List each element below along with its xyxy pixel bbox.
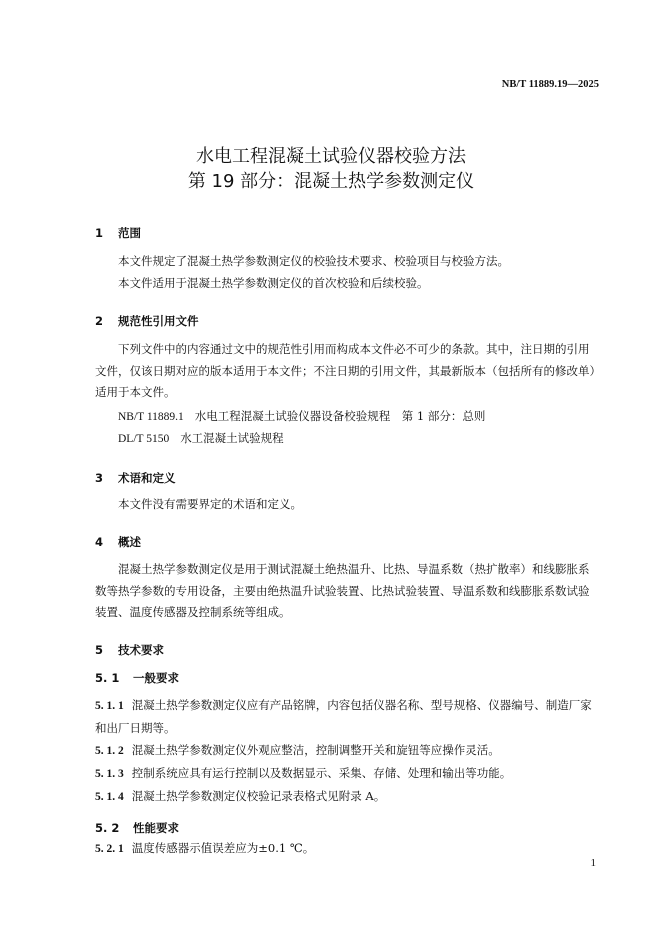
subsection-number: 5. 1 bbox=[95, 671, 120, 685]
page-number: 1 bbox=[590, 857, 596, 869]
document-title-line1: 水电工程混凝土试验仪器校验方法 bbox=[196, 146, 466, 167]
section-4-heading bbox=[95, 534, 141, 550]
normative-reference bbox=[118, 430, 284, 446]
subsection-5-2-heading bbox=[95, 820, 179, 836]
clause-number: 5. 1. 2 bbox=[95, 745, 124, 757]
reference-code: NB/T 11889.1 bbox=[118, 411, 184, 423]
clause-text: 混凝土热学参数测定仪校验记录表格式见附录 A。 bbox=[131, 789, 386, 803]
subsection-title: 性能要求 bbox=[133, 821, 179, 835]
clause-text: 混凝土热学参数测定仪外观应整洁，控制调整开关和旋钮等应操作灵活。 bbox=[131, 743, 500, 757]
document-title-line2: 第 19 部分：混凝土热学参数测定仪 bbox=[187, 171, 475, 192]
clause-5-1-3 bbox=[95, 763, 600, 786]
section-2-paragraph-1: 下列文件中的内容通过文中的规范性引用而构成本文件必不可少的条款。其中，注日期的引用文件，仅该日期对应的版本适用于本文件；不注日期的引用文件，其最新版本（包括所有的修改单）适用于本文件。 bbox=[95, 342, 596, 399]
clause-text: 混凝土热学参数测定仪应有产品铭牌，内容包括仪器名称、型号规格、仪器编号、制造厂家和出厂日期等。 bbox=[95, 698, 592, 735]
section-number: 4 bbox=[95, 535, 104, 549]
section-4-paragraph-1: 混凝土热学参数测定仪是用于测试混凝土绝热温升、比热、导温系数（热扩散率）和线膨胀系数等热学参数的专用设备，主要由绝热温升试验装置、比热试验装置、导温系数和线膨胀系数试验装置、温度传感器及控制系统等组成。 bbox=[95, 562, 590, 619]
clause-5-1-1 bbox=[95, 695, 600, 739]
section-1-paragraph-2: 本文件适用于混凝土热学参数测定仪的首次校验和后续校验。 bbox=[118, 276, 429, 290]
section-number: 5 bbox=[95, 643, 104, 657]
clause-5-1-2 bbox=[95, 740, 600, 763]
reference-title: 水工混凝土试验规程 bbox=[180, 431, 284, 445]
section-number: 1 bbox=[95, 226, 104, 240]
section-title: 术语和定义 bbox=[118, 471, 176, 485]
clause-number: 5. 1. 4 bbox=[95, 791, 124, 803]
subsection-5-1-heading bbox=[95, 670, 179, 686]
normative-reference bbox=[118, 408, 485, 424]
clause-5-2-1 bbox=[95, 838, 600, 861]
section-title: 技术要求 bbox=[118, 643, 164, 657]
section-number: 3 bbox=[95, 471, 104, 485]
section-1-heading bbox=[95, 225, 141, 241]
reference-code: DL/T 5150 bbox=[118, 433, 170, 445]
section-3-paragraph-1: 本文件没有需要界定的术语和定义。 bbox=[118, 497, 302, 511]
subsection-title: 一般要求 bbox=[133, 671, 179, 685]
clause-text: 温度传感器示值误差应为±0.1 ℃。 bbox=[131, 841, 315, 855]
clause-5-1-4 bbox=[95, 786, 600, 809]
clause-text: 控制系统应具有运行控制以及数据显示、采集、存储、处理和输出等功能。 bbox=[131, 766, 512, 780]
standard-number: NB/T 11889.19—2025 bbox=[501, 79, 599, 90]
section-5-heading bbox=[95, 642, 164, 658]
subsection-number: 5. 2 bbox=[95, 821, 120, 835]
section-number: 2 bbox=[95, 314, 104, 328]
section-3-heading bbox=[95, 470, 176, 486]
section-title: 概述 bbox=[118, 535, 141, 549]
section-1-paragraph-1: 本文件规定了混凝土热学参数测定仪的校验技术要求、校验项目与校验方法。 bbox=[118, 254, 509, 268]
clause-number: 5. 2. 1 bbox=[95, 843, 124, 855]
section-2-heading bbox=[95, 313, 199, 329]
clause-number: 5. 1. 1 bbox=[95, 700, 124, 712]
reference-title: 水电工程混凝土试验仪器设备校验规程 第 1 部分：总则 bbox=[194, 409, 486, 423]
section-title: 范围 bbox=[118, 226, 141, 240]
clause-number: 5. 1. 3 bbox=[95, 768, 124, 780]
section-title: 规范性引用文件 bbox=[118, 314, 199, 328]
